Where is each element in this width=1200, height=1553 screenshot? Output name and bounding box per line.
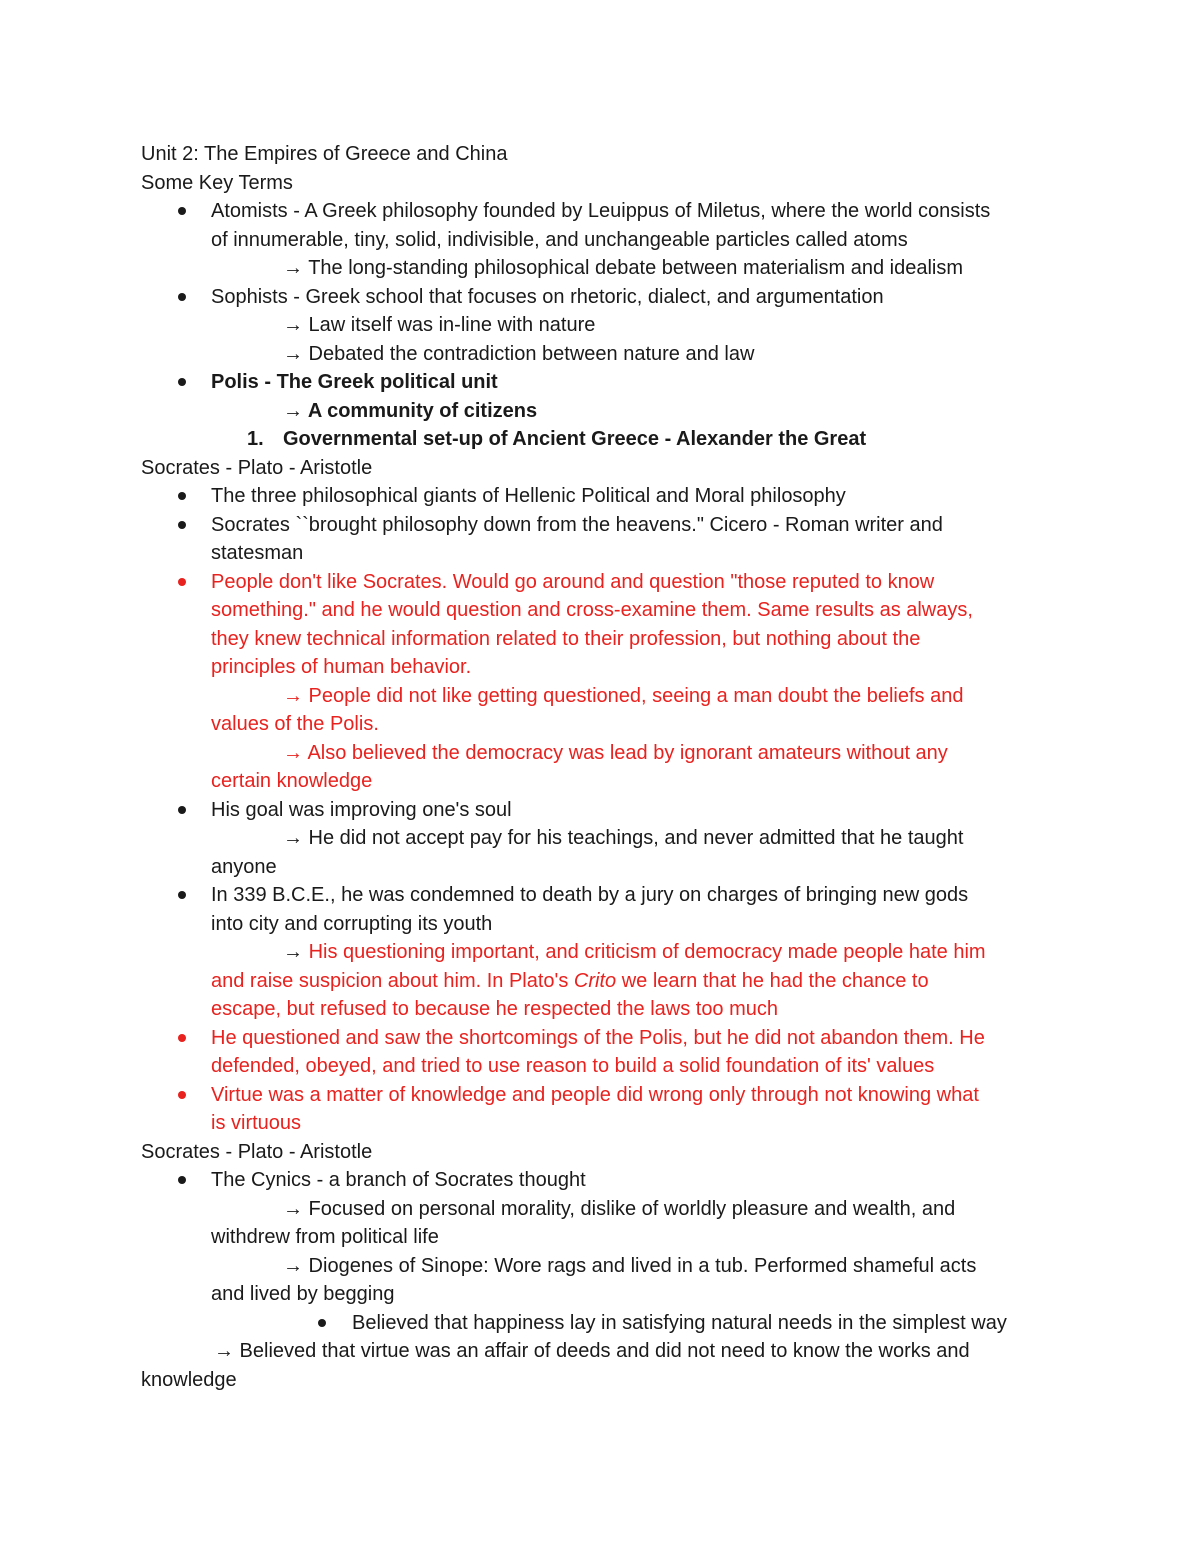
sub-note: → Law itself was in-line with nature — [283, 314, 596, 336]
bullet-icon — [178, 578, 186, 586]
list-item — [0, 1024, 1200, 1053]
sub-note-continuation: values of the Polis. — [211, 713, 379, 735]
bullet-icon — [178, 891, 186, 899]
bullet-icon — [178, 492, 186, 500]
list-item-continuation: something." and he would question and cross-examine them. Same results as always, — [211, 599, 973, 621]
bullet-icon — [178, 207, 186, 215]
document-page — [0, 140, 1200, 1394]
death-sub-text: His questioning important, and criticism of democracy made people hate him — [308, 941, 986, 963]
list-item-continuation: into city and corrupting its youth — [211, 912, 493, 935]
bullet-icon — [178, 521, 186, 529]
list-item — [0, 197, 1200, 226]
bullet-icon — [178, 293, 186, 301]
soul-text: His goal was improving one's soul — [211, 798, 512, 821]
list-item — [0, 881, 1200, 910]
list-item — [0, 283, 1200, 312]
sub-note-continuation: withdrew from political life — [211, 1226, 439, 1248]
cynics-text: The Cynics - a branch of Socrates thought — [211, 1169, 586, 1191]
bullet-icon — [318, 1319, 326, 1327]
sub-note: → He did not accept pay for his teachings, and never admitted that he taught — [283, 827, 964, 849]
sub-note-continuation: escape, but refused to because he respected the laws too much — [211, 998, 779, 1020]
sub-note: → Diogenes of Sinope: Wore rags and lived in a tub. Performed shameful acts — [283, 1254, 977, 1277]
sub-note-continuation: anyone — [211, 855, 277, 878]
section-heading: Socrates - Plato - Aristotle — [141, 1140, 373, 1163]
sub-note-continuation: knowledge — [141, 1368, 237, 1391]
arrow-glyph: → — [283, 941, 309, 963]
dislike-text: People don't like Socrates. Would go around and question "those reputed to know — [211, 570, 935, 593]
atomists-text: Atomists - A Greek philosophy founded by Leuippus of Miletus, where the world consists — [211, 200, 991, 222]
bullet-icon — [178, 378, 186, 386]
death-sub-text-a: and raise suspicion about him. In Plato's — [211, 969, 574, 992]
bullet-icon — [178, 806, 186, 814]
sub-note: → Debated the contradiction between nature and law — [283, 342, 755, 365]
sub-note — [0, 938, 1200, 967]
sophists-text: Sophists - Greek school that focuses on rhetoric, dialect, and argumentation — [211, 285, 884, 308]
list-item — [0, 368, 1200, 397]
sub-note-continuation: and lived by begging — [211, 1283, 395, 1305]
sub-note-continuation: certain knowledge — [211, 770, 373, 792]
bullet-icon — [178, 1091, 186, 1099]
death-sub-text-b: we learn that he had the chance to — [616, 969, 929, 992]
section-heading: Socrates - Plato - Aristotle — [141, 456, 373, 479]
list-item-continuation: they knew technical information related to their profession, but nothing about the — [211, 627, 921, 650]
list-item — [0, 1081, 1200, 1110]
sub-note: → A community of citizens — [283, 399, 538, 422]
list-item — [0, 568, 1200, 597]
bullet-icon — [178, 1034, 186, 1042]
sub-note: → Believed that virtue was an affair of deeds and did not need to know the works and — [214, 1340, 970, 1362]
list-item-continuation: principles of human behavior. — [211, 656, 472, 678]
list-item — [0, 482, 1200, 511]
heavens-text: Socrates ``brought philosophy down from the heavens." Cicero - Roman writer and — [211, 513, 943, 536]
virtue-text: Virtue was a matter of knowledge and people did wrong only through not knowing what — [211, 1083, 979, 1106]
sub-note-continuation — [0, 967, 1200, 996]
list-item-continuation: statesman — [211, 542, 304, 564]
death-text: In 339 B.C.E., he was condemned to death by a jury on charges of bringing new gods — [211, 884, 969, 906]
list-item — [0, 511, 1200, 540]
polis-text: Polis - The Greek political unit — [211, 371, 498, 393]
shortcomings-text: He questioned and saw the shortcomings of the Polis, but he did not abandon them. He — [211, 1026, 985, 1049]
bullet-icon — [178, 1176, 186, 1184]
list-item-continuation: defended, obeyed, and tried to use reason to build a solid foundation of its' values — [211, 1055, 935, 1077]
sub-note: → People did not like getting questioned, seeing a man doubt the beliefs and — [283, 684, 964, 707]
list-number: 1. — [247, 428, 264, 450]
crito-title: Crito — [573, 969, 617, 992]
numbered-item — [0, 425, 1200, 454]
sub-note: → Focused on personal morality, dislike of worldly pleasure and wealth, and — [283, 1197, 956, 1220]
list-item-continuation: is virtuous — [211, 1112, 302, 1134]
key-terms-heading: Some Key Terms — [141, 171, 293, 194]
happiness-text: Believed that happiness lay in satisfying natural needs in the simplest way — [352, 1311, 1007, 1334]
sub-note: → The long-standing philosophical debate between materialism and idealism — [283, 257, 964, 279]
list-item — [0, 1166, 1200, 1195]
nested-list-item — [0, 1309, 1200, 1338]
government-text: Governmental set-up of Ancient Greece - Alexander the Great — [283, 428, 867, 450]
sub-note: → Also believed the democracy was lead by ignorant amateurs without any — [283, 741, 948, 764]
giants-text: The three philosophical giants of Hellenic Political and Moral philosophy — [211, 485, 846, 507]
document-title: Unit 2: The Empires of Greece and China — [141, 143, 508, 165]
list-item — [0, 796, 1200, 825]
list-item-continuation: of innumerable, tiny, solid, indivisible, and unchangeable particles called atoms — [211, 228, 908, 251]
